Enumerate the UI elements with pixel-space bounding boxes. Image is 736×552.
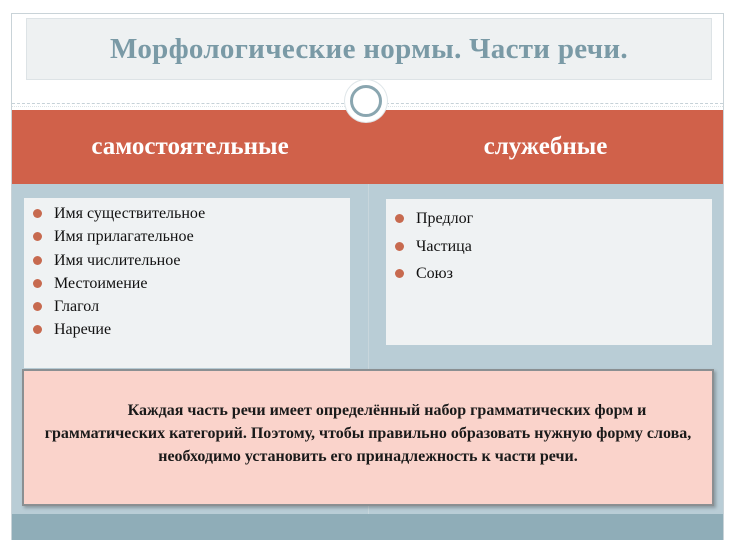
column-heading-auxiliary: служебные xyxy=(483,133,608,160)
bullet-icon xyxy=(33,325,42,334)
list-item-label: Союз xyxy=(416,265,453,282)
bullet-icon xyxy=(395,242,404,251)
list-item xyxy=(394,205,712,233)
list-item xyxy=(394,233,712,261)
list-item-label: Предлог xyxy=(416,210,474,227)
ring-icon xyxy=(350,85,382,117)
column-heading-independent: самостоятельные xyxy=(91,133,289,160)
independent-parts-list xyxy=(32,202,350,342)
bullet-icon xyxy=(395,214,404,223)
bullet-icon xyxy=(33,232,42,241)
bullet-icon xyxy=(33,302,42,311)
list-item xyxy=(32,318,350,341)
list-item xyxy=(394,260,712,288)
auxiliary-parts-list xyxy=(394,205,712,288)
list-item xyxy=(32,202,350,225)
list-item-label: Местоимение xyxy=(54,274,148,292)
page-title: Морфологические нормы. Части речи. xyxy=(110,32,628,65)
list-item-label: Имя прилагательное xyxy=(54,228,194,246)
bullet-icon xyxy=(33,209,42,218)
bullet-icon xyxy=(33,256,42,265)
independent-parts-list-box xyxy=(24,198,350,368)
list-item xyxy=(32,225,350,248)
list-item xyxy=(32,272,350,295)
note-text: Каждая часть речи имеет определённый набор грамматических форм и грамматических категорий. Поэтому, чтобы правильно образовать нужную форму слова, необходимо установить его принадлежность к части речи. xyxy=(44,402,692,465)
list-item-label: Глагол xyxy=(54,298,100,316)
list-item xyxy=(32,249,350,272)
bullet-icon xyxy=(395,269,404,278)
note-box xyxy=(22,369,714,506)
footer-band xyxy=(12,514,723,540)
list-item-label: Имя существительное xyxy=(54,205,206,222)
list-item xyxy=(32,295,350,318)
auxiliary-parts-list-box xyxy=(386,199,712,345)
list-item-label: Имя числительное xyxy=(54,251,181,269)
list-item-label: Частица xyxy=(416,237,472,255)
circle-ornament-icon xyxy=(345,80,387,122)
list-item-label: Наречие xyxy=(54,321,112,339)
title-box xyxy=(26,18,712,80)
bullet-icon xyxy=(33,279,42,288)
